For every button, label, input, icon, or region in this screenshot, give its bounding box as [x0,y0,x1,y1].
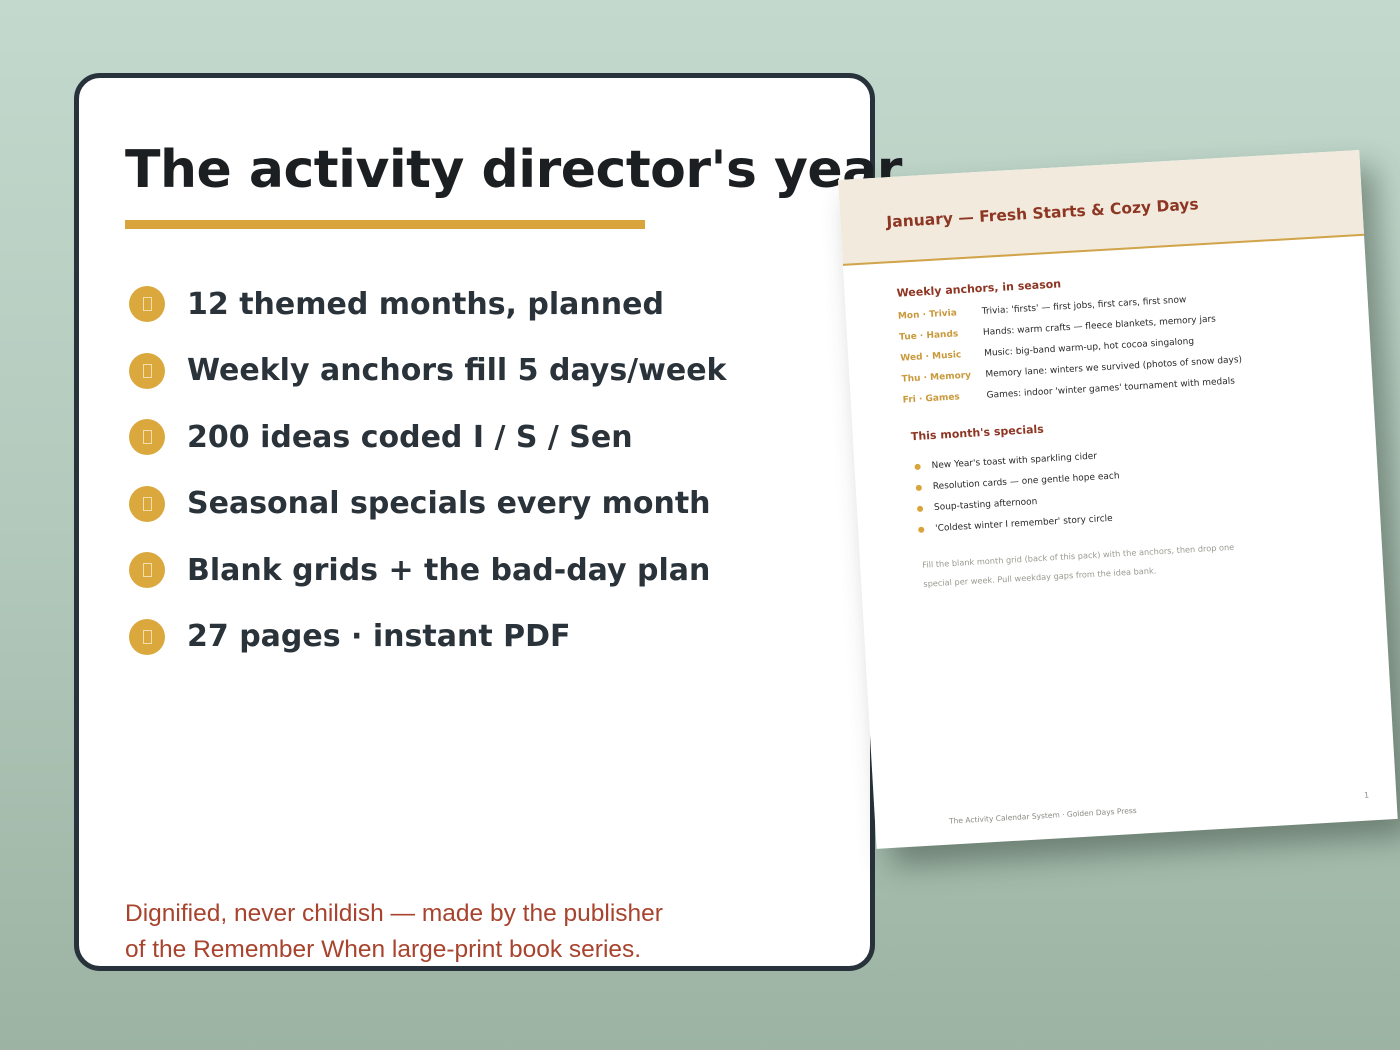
feature-text: 12 themed months, planned [187,286,664,322]
instructions-text: Fill the blank month grid (back of this pack) with the anchors, then drop one special per week. Pull weekday gaps from the idea bank. [922,541,1235,589]
feature-item [129,404,727,471]
special-text: 'Coldest winter I remember' story circle [934,513,1113,534]
bullet-icon [917,505,923,511]
sample-page [838,150,1398,849]
bullet-icon [914,463,920,469]
anchor-desc: Memory lane: winters we survived (photos of snow days) [985,354,1243,380]
page-footer: The Activity Calendar System · Golden Days Press [948,805,1137,826]
anchor-day: Mon · Trivia [897,308,958,323]
footer-line: of the Remember When large-print book series. [125,936,642,963]
special-text: Soup-tasting afternoon [933,496,1038,513]
special-text: Resolution cards — one gentle hope each [932,470,1120,492]
anchor-day: Wed · Music [900,350,962,364]
anchor-day: Thu · Memory [901,370,972,385]
page-title: January — Fresh Starts & Cozy Days [885,195,1200,232]
anchor-day: Tue · Hands [898,329,959,343]
anchor-desc: Trivia: 'firsts' — first jobs, first cars, first snow [981,295,1187,318]
badge-icon [129,486,165,522]
title-underline [125,220,645,229]
footer-line: Dignified, never childish — made by the publisher [125,900,663,927]
feature-text: 200 ideas coded I / S / Sen [187,419,633,455]
footer-note [125,896,765,968]
feature-item [129,604,727,671]
bullet-icon [918,526,924,532]
anchors-table [897,287,1243,410]
anchor-desc: Games: indoor 'winter games' tournament with medals [986,376,1236,401]
special-text: New Year's toast with sparkling cider [931,451,1098,471]
badge-icon [129,419,165,455]
bullet-icon [916,484,922,490]
badge-icon [129,353,165,389]
badge-icon [129,286,165,322]
badge-icon [129,552,165,588]
feature-text: Blank grids + the bad-day plan [187,552,711,588]
feature-text: Weekly anchors fill 5 days/week [187,353,727,389]
anchor-desc: Hands: warm crafts — fleece blankets, memory jars [982,314,1217,339]
specials-list [914,444,1123,540]
anchor-day: Fri · Games [902,391,961,406]
feature-list [129,271,727,670]
card-title: The activity director's year [125,140,902,200]
page-header [838,150,1364,266]
feature-card [74,73,902,971]
badge-icon [129,619,165,655]
page-number: 1 [1364,790,1370,800]
anchor-desc: Music: big-band warm-up, hot cocoa singalong [983,336,1195,359]
feature-item [129,338,727,405]
feature-text: 27 pages · instant PDF [187,619,571,655]
feature-item [129,537,727,604]
feature-item [129,471,727,538]
feature-text: Seasonal specials every month [187,486,711,522]
feature-item [129,271,727,338]
anchors-heading: Weekly anchors, in season [896,277,1062,300]
specials-heading: This month's specials [910,422,1045,444]
